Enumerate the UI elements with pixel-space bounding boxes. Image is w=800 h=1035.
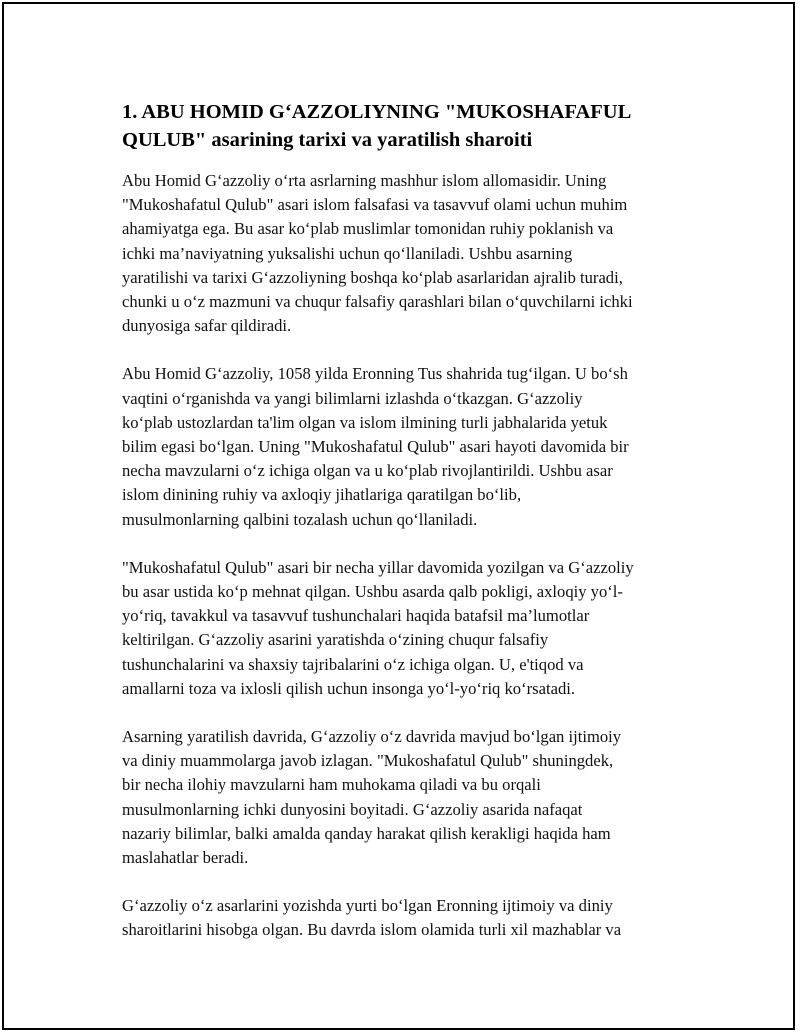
paragraph-4: Asarning yaratilish davrida, G‘azzoliy o‘z davrida mavjud bo‘lgan ijtimoiy va diniy muammolarga javob izlagan. "Mukoshafatul Qulub" shuningdek, bir necha ilohiy mavzularni ham muhokama qiladi va bu orqali musulmonlarning ichki dunyosini boyitadi. G‘azzoliy asarida nafaqat nazariy bilimlar, balki amalda qanday harakat qilish kerakligi haqida ham maslahatlar beradi. <box>122 727 622 868</box>
document-body <box>122 98 694 967</box>
paragraph-2: Abu Homid G‘azzoliy, 1058 yilda Eronning Tus shahrida tug‘ilgan. U bo‘sh vaqtini o‘rganishda va yangi bilimlarni izlashda o‘tkazgan. G‘azzoliy ko‘plab ustozlardan ta'lim olgan va islom ilmining turli jabhalarida yetuk bilim egasi bo‘lgan. Uning "Mukoshafatul Qulub" asari hayoti davomida bir necha mavzularni o‘z ichiga olgan va u ko‘plab rivojlantirildi. Ushbu asar islom dinining ruhiy va axloqiy jihatlariga qaratilgan bo‘lib, musulmonlarning qalbini tozalash uchun qo‘llaniladi. <box>122 364 629 529</box>
paragraph-1: Abu Homid G‘azzoliy o‘rta asrlarning mashhur islom allomasidir. Uning "Mukoshafatul Qulub" asari islom falsafasi va tasavvuf olami uchun muhim ahamiyatga ega. Bu asar ko‘plab muslimlar tomonidan ruhiy poklanish va ichki ma’naviyatning yuksalishi uchun qo‘llaniladi. Ushbu asarning yaratilishi va tarixi G‘azzoliyning boshqa ko‘plab asarlaridan ajralib turadi, chunki u o‘z mazmuni va chuqur falsafiy qarashlari bilan o‘quvchilarni ichki dunyosiga safar qildiradi. <box>122 171 633 336</box>
paragraph-5: G‘azzoliy o‘z asarlarini yozishda yurti bo‘lgan Eronning ijtimoiy va diniy sharoitlarini hisobga olgan. Bu davrda islom olamida turli xil mazhablar va <box>122 896 622 940</box>
page-frame <box>2 2 795 1030</box>
paragraph-3: "Mukoshafatul Qulub" asari bir necha yillar davomida yozilgan va G‘azzoliy bu asar ustida ko‘p mehnat qilgan. Ushbu asarda qalb pokligi, axloqiy yo‘l- yo‘riq, tavakkul va tasavvuf tushunchalari haqida batafsil ma’lumotlar keltirilgan. G‘azzoliy asarini yaratishda o‘zining chuqur falsafiy tushunchalarini va shaxsiy tajribalarini o‘z ichiga olgan. U, e'tiqod va amallarni toza va ixlosli qilish uchun insonga yo‘l-yo‘riq ko‘rsatadi. <box>122 557 634 698</box>
section-heading: 1. ABU HOMID G‘AZZOLIYNING "MUKOSHAFAFUL QULUB" asarining tarixi va yaratilish sharoiti <box>122 101 632 151</box>
